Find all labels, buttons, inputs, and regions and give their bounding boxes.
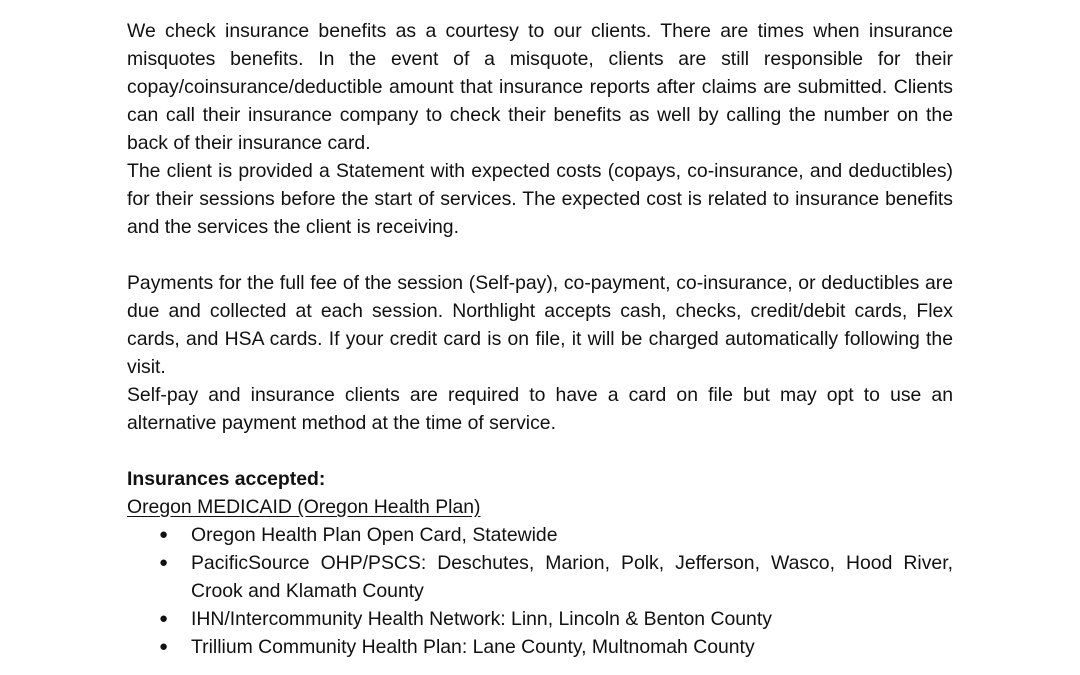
list-item-text: IHN/Intercommunity Health Network: Linn, Lincoln & Benton County xyxy=(191,608,772,630)
document-page xyxy=(127,17,953,661)
bullet-icon: ● xyxy=(159,638,169,655)
insurances-heading: Insurances accepted: xyxy=(127,468,326,490)
insurance-courtesy-paragraph: We check insurance benefits as a courtesy to our clients. There are times when insurance misquotes benefits. In the event of a misquote, clients are still responsible for their copay/coinsurance/deductible amount that insurance reports after claims are submitted. Clients can call their insurance company to check their benefits as well by calling the number on the back of their insurance card. xyxy=(127,20,953,154)
card-on-file-paragraph: Self-pay and insurance clients are required to have a card on file but may opt to use an alternative payment method at the time of service. xyxy=(127,384,953,434)
list-item-text: PacificSource OHP/PSCS: Deschutes, Marion, Polk, Jefferson, Wasco, Hood River, Crook and Klamath County xyxy=(191,552,953,602)
bullet-icon: ● xyxy=(159,526,169,543)
list-item xyxy=(159,549,953,605)
medicaid-subheading: Oregon MEDICAID (Oregon Health Plan) xyxy=(127,496,481,518)
bullet-icon: ● xyxy=(159,554,169,571)
statement-paragraph: The client is provided a Statement with expected costs (copays, co-insurance, and deductibles) for their sessions before the start of services. The expected cost is related to insurance benefits and the services the client is receiving. xyxy=(127,160,953,238)
list-item xyxy=(159,521,953,549)
list-item-text: Trillium Community Health Plan: Lane County, Multnomah County xyxy=(191,636,755,658)
paragraph-spacer xyxy=(127,241,953,269)
payments-paragraph: Payments for the full fee of the session (Self-pay), co-payment, co-insurance, or deductibles are due and collected at each session. Northlight accepts cash, checks, credit/debit cards, Flex cards, and HSA cards. If your credit card is on file, it will be charged automatically following the visit. xyxy=(127,272,953,378)
list-item-text: Oregon Health Plan Open Card, Statewide xyxy=(191,524,558,546)
insurance-list xyxy=(127,521,953,661)
bullet-icon: ● xyxy=(159,610,169,627)
list-item xyxy=(159,605,953,633)
list-item xyxy=(159,633,953,661)
paragraph-spacer xyxy=(127,437,953,465)
